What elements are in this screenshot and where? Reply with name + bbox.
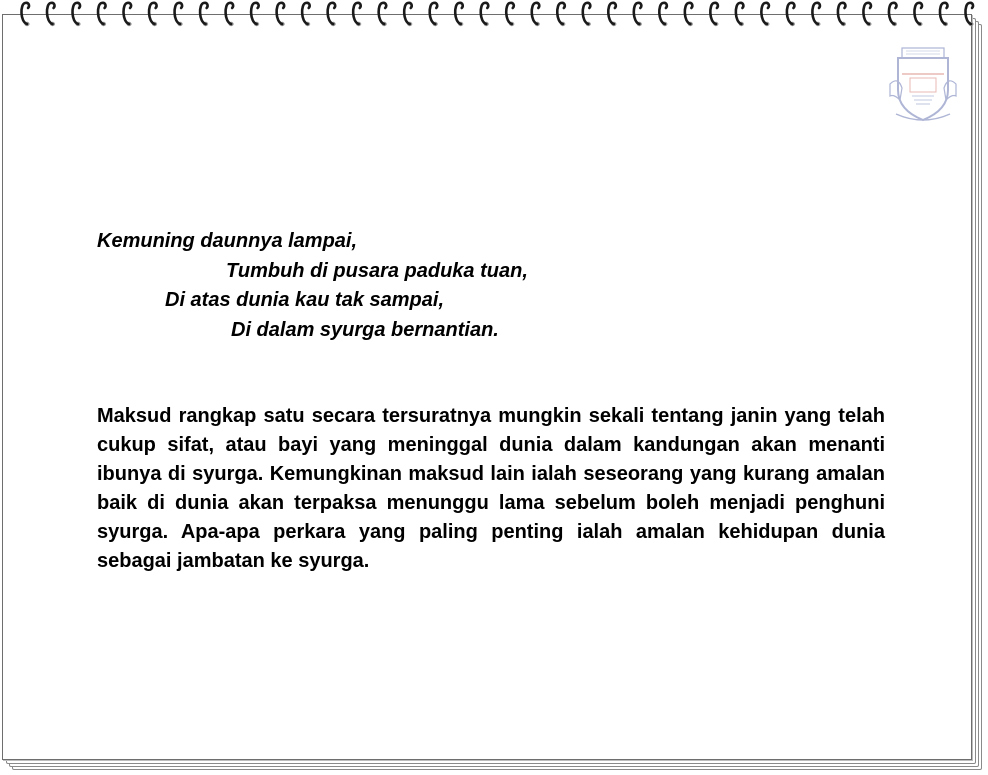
spiral-ring [659,3,667,26]
verse-line-3: Di atas dunia kau tak sampai, [165,289,444,311]
spiral-ring [430,3,438,26]
spiral-binding [0,0,988,30]
spiral-ring [557,3,565,26]
verse-line-4: Di dalam syurga bernantian. [231,319,499,341]
spiral-ring [889,3,897,26]
spiral-ring [608,3,616,26]
verse-line-2: Tumbuh di pusara paduka tuan, [226,260,528,282]
spiral-ring [47,3,55,26]
spiral-ring [506,3,514,26]
school-crest-icon [888,44,958,124]
spiral-ring [736,3,744,26]
spiral-ring [353,3,361,26]
spiral-ring [481,3,489,26]
spiral-ring [583,3,591,26]
spiral-ring [175,3,183,26]
spiral-ring [72,3,80,26]
verse-explanation-paragraph: Maksud rangkap satu secara tersuratnya mungkin sekali tentang janin yang telah cukup sifat, atau bayi yang meninggal dunia dalam kandungan akan menanti ibunya di syurga. Kemungkinan maksud lain ialah seseorang yang kurang amalan baik di dunia akan terpaksa menunggu lama sebelum boleh menjadi penghuni syurga. Apa-apa perkara yang paling penting ialah amalan kehidupan dunia sebagai jambatan ke syurga. [97,405,885,572]
spiral-ring [532,3,540,26]
spiral-ring [404,3,412,26]
spiral-ring [379,3,387,26]
spiral-ring [251,3,259,26]
spiral-ring [21,3,29,26]
spiral-ring [124,3,132,26]
spiral-ring [226,3,234,26]
spiral-ring [812,3,820,26]
spiral-ring [302,3,310,26]
spiral-ring [914,3,922,26]
spiral-ring [761,3,769,26]
spiral-ring [277,3,285,26]
spiral-ring [940,3,948,26]
spiral-ring [710,3,718,26]
spiral-ring [838,3,846,26]
spiral-ring [787,3,795,26]
spiral-ring [98,3,106,26]
spiral-ring [149,3,157,26]
spiral-ring [965,3,973,26]
verse-line-1: Kemuning daunnya lampai, [97,230,358,252]
spiral-ring [200,3,208,26]
spiral-ring [634,3,642,26]
spiral-ring [328,3,336,26]
spiral-ring [863,3,871,26]
spiral-ring [685,3,693,26]
spiral-ring [455,3,463,26]
notebook-page [2,14,972,760]
